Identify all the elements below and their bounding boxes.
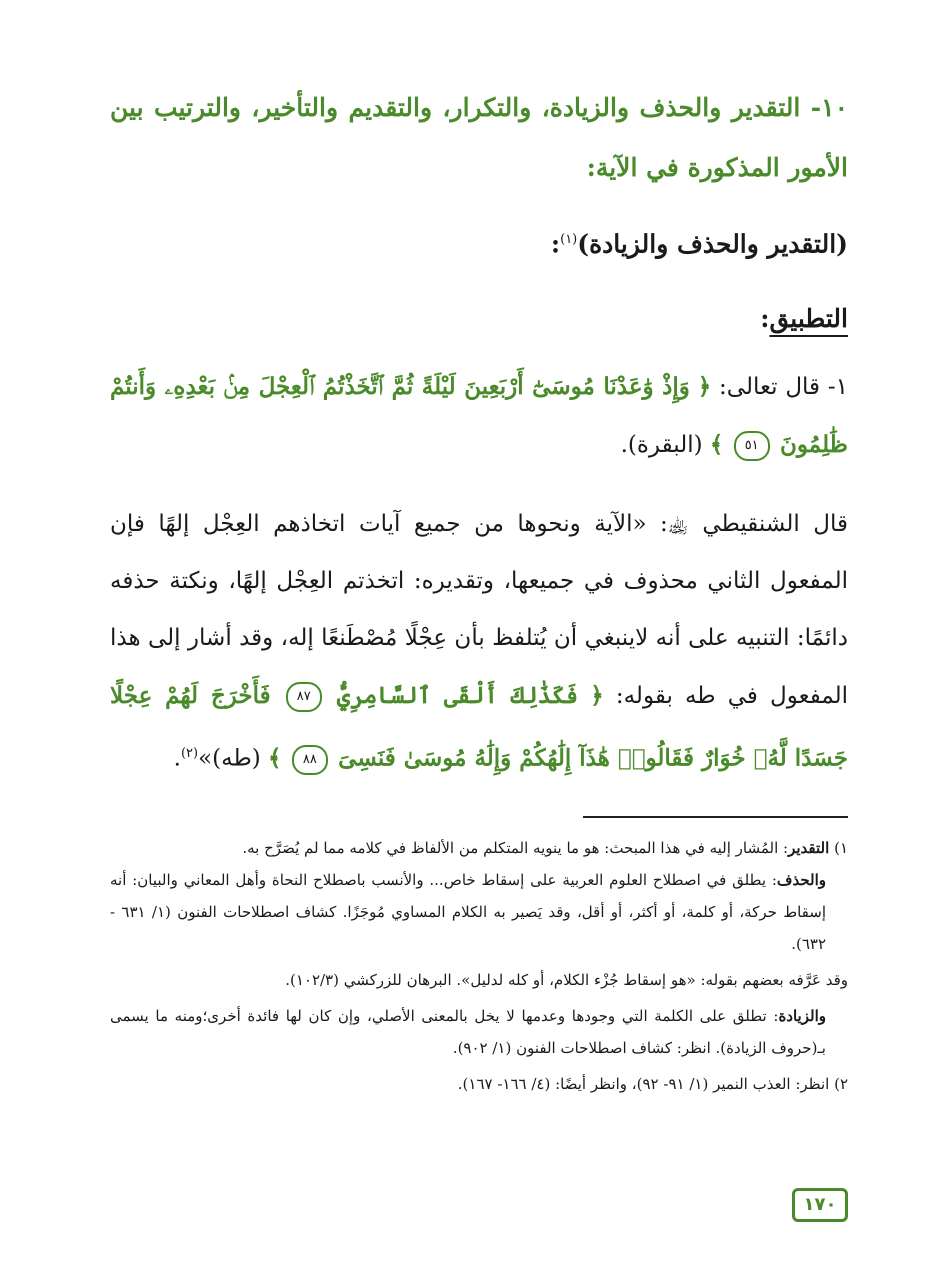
- quote-paragraph: [110, 496, 848, 788]
- subheading-colon: :: [550, 229, 561, 259]
- verse-text: وَإِذْ وَٰعَدْنَا مُوسَىٰٓ أَرْبَعِينَ لَيْلَةً ثُمَّ ٱتَّخَذْتُمُ ٱلْعِجْلَ مِنۢ بَعْدِهِۦ وَأَنتُمْ ظَٰلِمُونَ: [110, 373, 848, 459]
- ayah-number-badge: ٥١: [734, 431, 770, 461]
- footnote-1-ziyada: [110, 1000, 848, 1064]
- ayah-number-badge: ٨٧: [286, 682, 322, 712]
- example-intro: ١- قال تعالى:: [711, 374, 848, 401]
- close-bracket: ﴾: [268, 744, 282, 772]
- apply-label: التطبيق: [769, 304, 848, 334]
- footnote-1-other: وقد عَرَّفه بعضهم بقوله: «هو إسقاط جُزْء الكلام، أو كله لدليل». البرهان للزركشي (١٠٢/٣).: [285, 971, 848, 989]
- quote-end: .: [173, 745, 181, 772]
- footnote-term: التقدير: [788, 839, 830, 857]
- main-content: [110, 78, 848, 788]
- page-number: ١٧٠: [792, 1188, 848, 1222]
- surah-source: (طه)»: [198, 745, 269, 772]
- footnote-text: : يطلق في اصطلاح العلوم العربية على إسقاط خاص... والأنسب باصطلاح النحاة وأهل المعاني والبيان: أنه إسقاط حركة، أو كلمة، أو أكثر، أو أقل، وقد يَصير به الكلام المساوي مُوجَزًا. كشاف اصطلاحات الفنون (١/ ٦٣١ - ٦٣٢).: [110, 871, 826, 953]
- footnote-number: ١): [834, 839, 848, 857]
- footnote-term: والزيادة: [778, 1007, 826, 1025]
- footnote-2: ٢) انظر: العذب النمير (١/ ٩١- ٩٢)، وانظر أيضًا: (٤/ ١٦٦- ١٦٧).: [457, 1075, 848, 1093]
- apply-colon: :: [760, 304, 770, 334]
- footnote-text: : المُشار إليه في هذا المبحث: هو ما ينويه المتكلم من الألفاظ في كلامه مما لم يُصَرَّح به.: [242, 839, 789, 857]
- footnote-divider: [583, 816, 848, 818]
- footnote-term: والحذف: [776, 871, 826, 889]
- close-bracket: ﴾: [709, 431, 724, 459]
- footnotes: [110, 832, 848, 1100]
- subheading-text: (التقدير والحذف والزيادة): [577, 229, 848, 259]
- footnote-ref-2[interactable]: (٢): [180, 746, 199, 762]
- open-bracket: ﴿: [590, 682, 604, 710]
- quote-text: قال الشنقيطي ﵀: «الآية ونحوها من جميع آيات اتخاذهم العِجْل إلهًا فإن المفعول الثاني محذوف في جميعها، وتقديره: اتخذتم العِجْل إلهًا، ونكتة حذفه دائمًا: التنبيه على أنه لاينبغي أن يُتلفظ بأن عِجْلًا مُصْطَنعًا إله، وقد أشار إلى هذا المفعول في طه بقوله:: [110, 511, 849, 710]
- example-paragraph: [110, 358, 848, 474]
- verse-text: فَأَخْرَجَ لَهُمْ عِجْلًا جَسَدًا لَّهُۥ خُوَارٌ فَقَالُوا۟ هَٰذَآ إِلَٰهُكُمْ وَإِلَٰهُ مُوسَىٰ فَنَسِىَ: [110, 682, 848, 772]
- open-bracket: ﴿: [697, 373, 712, 401]
- ayah-number-badge: ٨٨: [292, 745, 328, 775]
- footnote-ref-1[interactable]: (١): [560, 232, 578, 247]
- verse-text: فَكَذَٰلِكَ أَلْقَى ٱلسَّامِرِيُّ: [336, 682, 579, 710]
- footnote-text: : تطلق على الكلمة التي وجودها وعدمها لا يخل بالمعنى الأصلي، وإن كان لها فائدة أخرى؛ومنه ما يسمى بـ(حروف الزيادة). انظر: كشاف اصطلاحات الفنون (١/ ٩٠٢).: [110, 1007, 826, 1057]
- footnote-1: [110, 832, 848, 864]
- subheading: [110, 212, 848, 272]
- footnote-1-hadhf: [110, 864, 848, 960]
- surah-source: (البقرة).: [620, 432, 710, 459]
- apply-heading: [110, 294, 848, 344]
- section-heading: ١٠- التقدير والحذف والزيادة، والتكرار، والتقديم والتأخير، والترتيب بين الأمور المذكورة في الآية:: [110, 93, 848, 182]
